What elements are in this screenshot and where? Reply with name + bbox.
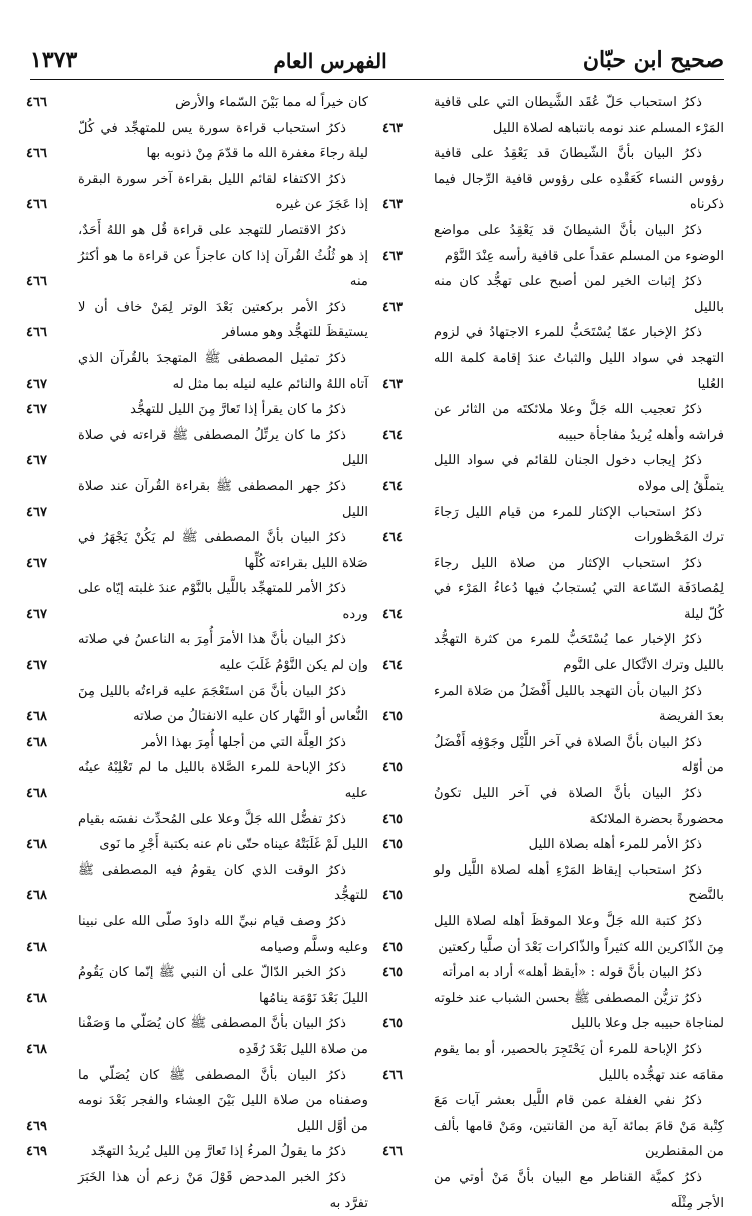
entry-page-number: ٤٦٦ — [26, 197, 47, 213]
entry-page-number: ٤٦٨ — [26, 888, 47, 904]
entry-page-number: ٤٦٨ — [26, 734, 47, 750]
section-title: الفهرس العام — [273, 49, 387, 73]
index-entry — [24, 1011, 368, 1062]
index-entry — [380, 781, 724, 832]
index-entry — [24, 90, 368, 116]
index-entry — [380, 679, 724, 730]
index-entry — [24, 525, 368, 576]
index-entry — [380, 141, 724, 218]
index-entry — [24, 474, 368, 525]
index-entry — [24, 1139, 368, 1165]
index-entry — [380, 730, 724, 781]
entry-text: ذكرُ جهر المصطفى ﷺ بقراءة القُرآن عند صلاة الليل — [78, 478, 368, 520]
entry-page-number: ٤٦٨ — [26, 990, 47, 1006]
index-entry — [24, 807, 368, 858]
entry-text: ذكرُ استحباب الإكثار من صلاة الليل رجاءَ لِمُصادَفَة السّاعة التي يُستجابُ فيها دُعاءُ المَرْء في كُلّ ليلة — [434, 555, 724, 622]
entry-text: ذكرُ كميَّة القناطر مع البيان بأنَّ مَنْ أوتي من الأجر مِثْلَه — [434, 1169, 724, 1211]
entry-page-number: ٤٦٥ — [382, 760, 403, 776]
entry-text: ذكرُ ما كان يقرأ إذا تَعارَّ مِنَ الليل للتهجُّد — [130, 402, 346, 418]
entry-text: ذكرُ استحباب الإكثار للمرء من قيام الليل رَجاءَ ترك المَحْظورات — [434, 504, 724, 546]
entry-page-number: ٤٦٦ — [26, 325, 47, 341]
index-entry — [380, 832, 724, 858]
index-entry — [380, 90, 724, 141]
index-entry — [380, 320, 724, 397]
index-entry — [380, 218, 724, 269]
index-entry — [24, 576, 368, 627]
entry-text: ذكرُ وصف قيام نبيِّ الله داودَ صلّى الله على نبينا وعليه وسلَّم وصيامه — [78, 914, 368, 955]
entry-page-number: ٤٦٧ — [26, 606, 47, 622]
index-entry — [24, 397, 368, 423]
right-index-column — [380, 90, 724, 1216]
entry-text: ذكرُ ما كان يرتِّلُ المصطفى ﷺ قراءته في صلاة الليل — [78, 427, 368, 469]
entry-text: ذكرُ البيان بأنَّ هذا الأمرَ أُمِرَ به الناعسُ في صلاته وإن لم يكن النَّوْمُ غَلَبَ عليه — [78, 632, 368, 674]
entry-page-number: ٤٦٥ — [382, 837, 403, 853]
entry-text: ذكرُ استحباب حَلّ عُقَد الشَّيطان التي على قافية المَرْء المسلم عند نومه بانتباهه لصلاة الليل — [434, 95, 724, 136]
entry-text: ذكرُ استحباب إيقاظ المَرْءِ أهله لصلاة اللَّيل ولو بالنَّضح — [434, 862, 724, 904]
entry-text: ذكرُ تمثيل المصطفى ﷺ المتهجدَ بالقُرآن الذي آتاه اللهُ والنائم عليه لنيله بما مثل له — [78, 350, 368, 392]
index-entry — [24, 346, 368, 397]
entry-text: ذكرُ العِلَّة التي من أجلها أُمِرَ بهذا الأمر — [141, 734, 346, 750]
index-entry — [24, 295, 368, 346]
entry-page-number: ٤٦٨ — [26, 709, 47, 725]
entry-text: ذكرُ الإخبار عمّا يُسْتَحَبُّ للمرء الاجتهادُ في لزوم التهجد في سواد الليل والثباتُ عندَ إقامة كلمة الله العُليا — [434, 325, 724, 392]
entry-text: ذكرُ الأمر بركعتين بَعْدَ الوتر لِمَنْ خاف أن لا يستيقظَ للتهجُّد وهو مسافر — [78, 299, 368, 341]
index-entry — [380, 1037, 724, 1088]
entry-text: ذكرُ الإباحة للمرء أن يَحْتَجِرَ بالحصير، أو بما يقوم مقامَه عند تهجُّده بالليل — [434, 1041, 724, 1083]
index-entry — [24, 627, 368, 678]
entry-page-number: ٤٦٩ — [26, 1144, 47, 1160]
index-entry — [24, 1165, 368, 1216]
entry-text: ذكرُ البيان بأنَّ مَن استَعْجَمَ عليه قراءتُه بالليل مِنَ النُّعاس أو النَّهار كان عليه الانفتالُ من صلاته — [78, 683, 368, 725]
entry-page-number: ٤٦٤ — [382, 530, 403, 546]
index-entry — [24, 960, 368, 1011]
index-entry — [380, 627, 724, 678]
entry-page-number: ٤٦٤ — [382, 427, 403, 443]
entry-page-number: ٤٦٩ — [26, 1118, 47, 1134]
book-title: صحيح ابن حبّان — [582, 47, 724, 73]
index-entry — [24, 730, 368, 756]
index-entry — [24, 679, 368, 730]
index-entry — [380, 448, 724, 499]
entry-text: ذكرُ الأمر للمرء أهله بصلاة الليل — [528, 837, 702, 853]
index-entry — [380, 269, 724, 320]
entry-text: ذكرُ البيان بأنَّ المصطفى ﷺ كان يُصَلّي ما وصفناه من صلاة الليل بَيْنَ العِشاء والفجر بَعْدَ نومه من أوَّل الليل — [78, 1067, 368, 1134]
entry-text: ذكرُ إثبات الخير لمن أصبح على تهجُّد كان منه بالليل — [434, 274, 724, 315]
entry-text: ذكرُ البيان بأن التهجد بالليل أَفْضَلُ من صَلاة المرء بعدَ الفريضة — [434, 683, 724, 725]
entry-page-number: ٤٦٥ — [382, 888, 403, 904]
index-entry — [380, 551, 724, 628]
page-header — [30, 40, 724, 80]
entry-text: ذكرُ كتبة الله جَلَّ وعلا الموقظَ أهله لصلاة الليل مِنَ الذّاكرين الله كثيراً والذّاكرات بَعْدَ أن صلَّيا ركعتين — [434, 914, 724, 955]
index-entry — [24, 423, 368, 474]
entry-page-number: ٤٦٨ — [26, 837, 47, 853]
entry-page-number: ٤٦٦ — [26, 274, 47, 290]
entry-text: ذكرُ الاقتصار للتهجد على قراءة قُل هو اللهُ أَحَدٌ، إذ هو ثُلُثُ القُرآن إذا كان عاجزاً عن قراءة ما هو أكثرُ منه — [78, 222, 368, 290]
entry-text: ذكرُ الخبر الدّالّ على أن النبي ﷺ إنّما كان يَقُومُ الليلَ بَعْدَ نَوْمَة ينامُها — [78, 965, 368, 1006]
index-entry — [24, 755, 368, 806]
entry-text: ذكرُ البيان بأنَّ المصطفى ﷺ لم يَكُنْ يَجْهَرُ في صَلاة الليل بقراءته كُلِّها — [78, 530, 368, 571]
index-entry — [24, 218, 368, 295]
entry-text: ذكرُ البيان بأنَّ الشيطانَ قد يَعْقِدُ على مواضع الوضوء من المسلم عقداً على قافية رأسه عِنْدَ النَّوْم — [434, 222, 724, 264]
entry-page-number: ٤٦٦ — [26, 146, 47, 162]
entry-page-number: ٤٦٧ — [26, 402, 47, 418]
entry-page-number: ٤٦٤ — [382, 658, 403, 674]
entry-text: ذكرُ البيان بأنَّ المصطفى ﷺ كان يُصَلّي ما وَصَفْنا من صلاة الليل بَعْدَ رُقَدِه — [78, 1016, 368, 1057]
index-entry — [380, 858, 724, 909]
entry-page-number: ٤٦٥ — [382, 811, 403, 827]
entry-page-number: ٤٦٥ — [382, 709, 403, 725]
index-entry — [24, 858, 368, 909]
entry-page-number: ٤٦٧ — [26, 453, 47, 469]
index-entry — [380, 1088, 724, 1165]
entry-text: ذكرُ البيان بأنَّ قوله : «أيقظ أهله» أراد به امرأته — [442, 965, 702, 981]
entry-text: ذكرُ تزيُّن المصطفى ﷺ بحسن الشباب عند خلوته لمناجاة حبيبه جل وعلا بالليل — [434, 990, 724, 1032]
entry-page-number: ٤٦٨ — [26, 939, 47, 955]
entry-text: ذكرُ الأمر للمتهجِّد باللَّيل بالنَّوْم عندَ غلبته إيّاه على ورده — [78, 581, 368, 622]
entry-page-number: ٤٦٥ — [382, 1016, 403, 1032]
entry-text: كان خيراً له مما بَيْنَ السّماء والأرض — [175, 95, 368, 110]
index-entry — [380, 500, 724, 551]
entry-page-number: ٤٦٨ — [26, 786, 47, 802]
entry-page-number: ٤٦٥ — [382, 965, 403, 981]
left-index-column — [24, 90, 368, 1216]
entry-text: ذكرُ البيان بأنَّ الشّيطانَ قد يَعْقِدُ على قافية رؤوس النساء كَعَقْدِه على رؤوس قافية الرِّجال فيما ذكرناه — [434, 146, 724, 213]
entry-page-number: ٤٦٧ — [26, 555, 47, 571]
index-entry — [380, 1165, 724, 1216]
index-entry — [380, 909, 724, 960]
index-entry — [380, 986, 724, 1037]
entry-text: ذكرُ الوقت الذي كان يقومُ فيه المصطفى ﷺ للتهجُّد — [78, 862, 368, 904]
entry-page-number: ٤٦٧ — [26, 658, 47, 674]
entry-page-number: ٤٦٧ — [26, 376, 47, 392]
entry-page-number: ٤٦٦ — [382, 1144, 403, 1160]
entry-text: ذكرُ البيان بأنَّ الصلاة في آخر الليل تكونُ محضورةً بحضرة الملائكة — [434, 786, 724, 827]
entry-page-number: ٤٦٦ — [26, 95, 47, 110]
entry-page-number: ٤٦٥ — [382, 939, 403, 955]
entry-page-number: ٤٦٣ — [382, 376, 403, 392]
entry-text: ذكرُ البيان بأنَّ الصلاة في آخر اللَّيْل وجَوْفِه أَفْضَلُ من أوّله — [434, 734, 724, 776]
entry-page-number: ٤٦٣ — [382, 197, 403, 213]
entry-page-number: ٤٦٣ — [382, 299, 403, 315]
entry-page-number: ٤٦٨ — [26, 1041, 47, 1057]
entry-page-number: ٤٦٧ — [26, 504, 47, 520]
index-entry — [24, 167, 368, 218]
entry-page-number: ٤٦٤ — [382, 606, 403, 622]
entry-text: ذكرُ الاكتفاء لقائم الليل بقراءة آخر سورة البقرة إذا عَجَزَ عن غيره — [78, 171, 368, 213]
index-entry — [380, 960, 724, 986]
entry-text: ذكرُ تفضُّل الله جَلَّ وعلا على المُحدِّث نفسَه بقيام الليل لَمْ غَلَبَتْهُ عيناه حتّى نام عنه بكتبة أَجْرِ ما نَوى — [78, 811, 368, 853]
entry-page-number: ٤٦٣ — [382, 248, 403, 264]
entry-text: ذكرُ إيجاب دخول الجنان للقائم في سواد الليل يتملَّقُ إلى مولاه — [434, 453, 724, 494]
entry-text: ذكرُ الإباحة للمرء الصَّلاة بالليل ما لم تَغْلِبْهُ عينُه عليه — [78, 760, 368, 802]
entry-text: ذكرُ استحباب قراءة سورة يس للمتهجِّد في كُلّ ليلة رجاءَ مغفرة الله ما قدّمَ مِنْ ذنوبه بها — [78, 120, 368, 162]
entry-text: ذكرُ نفي الغفلة عمن قام اللَّيل بعشر آيات مَعَ كِتْبة مَنْ قامَ بمائة آية من القانتين، ومَنْ قامها بألف من المقنطرين — [434, 1093, 724, 1160]
index-entry — [24, 116, 368, 167]
entry-page-number: ٤٦٦ — [382, 1067, 403, 1083]
page-number: ١٣٧٣ — [30, 47, 78, 73]
index-entry — [24, 909, 368, 960]
index-entry — [380, 397, 724, 448]
entry-text: ذكرُ ما يقولُ المرءُ إذا تَعارَّ مِن الليل يُريدُ التهجّد — [90, 1144, 346, 1160]
entry-text: ذكرُ الخبر المدحض قَوْلَ مَنْ زعم أن هذا الخَبَرَ تفرَّد به — [78, 1169, 368, 1211]
entry-page-number: ٤٦٤ — [382, 478, 403, 494]
entry-text: ذكرُ الإخبار عما يُسْتَحَبُّ للمرء من كثرة التهجُّد بالليل وترك الاتِّكال على النَّوم — [434, 632, 724, 674]
entry-page-number: ٤٦٣ — [382, 120, 403, 136]
index-entry — [24, 1063, 368, 1140]
entry-text: ذكرُ تعجيب الله جَلَّ وعلا ملائكتَه من الثائر عن فراشه وأهله يُريدُ مفاجأة حبيبه — [434, 402, 724, 443]
